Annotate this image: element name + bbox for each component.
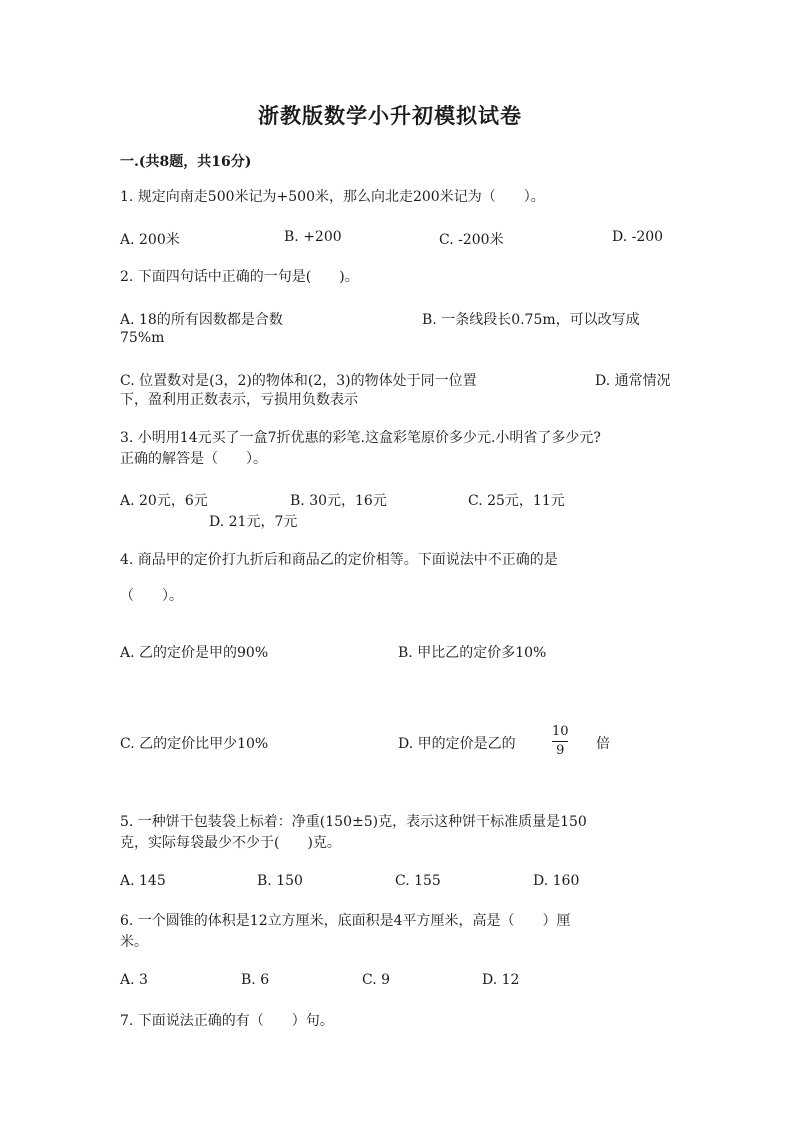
question-5-option-c: C. 155 [395, 873, 441, 889]
question-2-option-d: D. 通常情况 [595, 373, 671, 389]
question-3-option-a: A. 20元，6元 [120, 493, 208, 509]
question-4-option-d: D. 甲的定价是乙的 [398, 736, 516, 752]
question-3-option-c: C. 25元，11元 [468, 493, 565, 509]
question-1-stem: 1. 规定向南走500米记为+500米，那么向北走200米记为（ ）。 [120, 189, 545, 205]
question-4-option-a: A. 乙的定价是甲的90% [120, 645, 269, 661]
question-5-option-a: A. 145 [120, 873, 166, 889]
question-6-option-a: A. 3 [120, 972, 148, 988]
question-1-option-a: A. 200米 [120, 232, 180, 248]
question-6-option-b: B. 6 [241, 972, 270, 988]
fraction-denominator: 9 [556, 743, 565, 758]
question-4-option-d-suffix: 倍 [596, 736, 610, 752]
question-6-stem-line-2: 米。 [120, 934, 148, 950]
question-4-option-c: C. 乙的定价比甲少10% [120, 736, 269, 752]
question-3-stem-line-2: 正确的解答是（ ）。 [120, 451, 267, 467]
page-title: 浙教版数学小升初模拟试卷 [258, 103, 522, 128]
question-2-option-c: C. 位置数对是(3，2)的物体和(2，3)的物体处于同一位置 [120, 373, 477, 389]
question-5-option-d: D. 160 [533, 873, 580, 889]
question-5-stem-line-1: 5. 一种饼干包装袋上标着：净重(150±5)克，表示这种饼干标准质量是150 [120, 814, 587, 830]
question-6-stem-line-1: 6. 一个圆锥的体积是12立方厘米，底面积是4平方厘米，高是（ ）厘 [120, 913, 571, 929]
question-4-stem-line-2: （ ）。 [120, 588, 183, 604]
question-4-stem-line-1: 4. 商品甲的定价打九折后和商品乙的定价相等。下面说法中不正确的是 [120, 552, 558, 568]
question-3-stem-line-1: 3. 小明用14元买了一盒7折优惠的彩笔.这盒彩笔原价多少元.小明省了多少元? [120, 430, 601, 446]
question-1-option-c: C. -200米 [439, 232, 504, 248]
section-heading: 一.(共8题，共16分) [120, 154, 252, 170]
fraction-bar [552, 741, 568, 742]
fraction-numerator: 10 [552, 724, 569, 739]
question-2-option-a: A. 18的所有因数都是合数 [120, 312, 283, 328]
question-2-stem: 2. 下面四句话中正确的一句是( )。 [120, 269, 359, 285]
question-2-option-b-continued: 75%m [120, 330, 165, 346]
question-3-option-d: D. 21元，7元 [209, 514, 298, 530]
question-5-stem-line-2: 克，实际每袋最少不少于( )克。 [120, 835, 341, 851]
question-1-option-b: B. +200 [284, 229, 342, 245]
question-2-option-b: B. 一条线段长0.75m，可以改写成 [422, 312, 640, 328]
question-6-option-d: D. 12 [482, 972, 520, 988]
question-1-option-d: D. -200 [612, 229, 664, 245]
question-4-fraction [552, 725, 569, 758]
question-4-option-b: B. 甲比乙的定价多10% [398, 645, 547, 661]
question-6-option-c: C. 9 [362, 972, 391, 988]
question-3-option-b: B. 30元，16元 [290, 493, 387, 509]
question-5-option-b: B. 150 [257, 873, 303, 889]
question-7-stem: 7. 下面说法正确的有（ ）句。 [120, 1013, 334, 1029]
question-2-option-d-continued: 下，盈利用正数表示，亏损用负数表示 [120, 392, 358, 408]
